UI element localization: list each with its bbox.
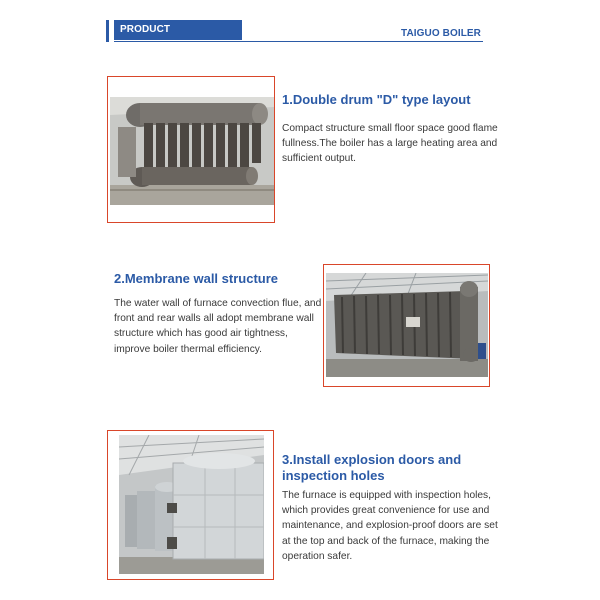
section-2-description: The water wall of furnace convection flue, and front and rear walls all adopt membrane wall structure which has good air tightness, improve boiler thermal efficiency. — [114, 298, 322, 355]
explosion-door-photo — [119, 435, 264, 574]
section-2-title: 2.Membrane wall structure — [114, 271, 278, 286]
section-1-title: 1.Double drum "D" type layout — [282, 92, 471, 107]
section-badge: PRODUCT ADVANTAGES — [114, 20, 242, 40]
boiler-drum-photo — [110, 97, 274, 205]
membrane-wall-photo — [326, 273, 488, 377]
section-3-title: 3.Install explosion doors and inspection holes — [282, 452, 462, 483]
header-accent-bar — [106, 20, 109, 42]
explosion-door-photo-frame — [107, 430, 274, 580]
membrane-wall-photo-frame — [323, 264, 490, 387]
header-divider — [114, 41, 483, 42]
section-1-description: Compact structure small floor space good flame fullness.The boiler has a large heating area and sufficient output. — [282, 123, 498, 165]
boiler-drum-photo-frame — [107, 76, 275, 223]
brand-name: TAIGUO BOILER — [401, 28, 482, 39]
section-3-description: The furnace is equipped with inspection holes, which provides great convenience for use and maintenance, and explosion-proof doors are set at the top and back of the furnace, making the operation safer. — [282, 490, 498, 562]
